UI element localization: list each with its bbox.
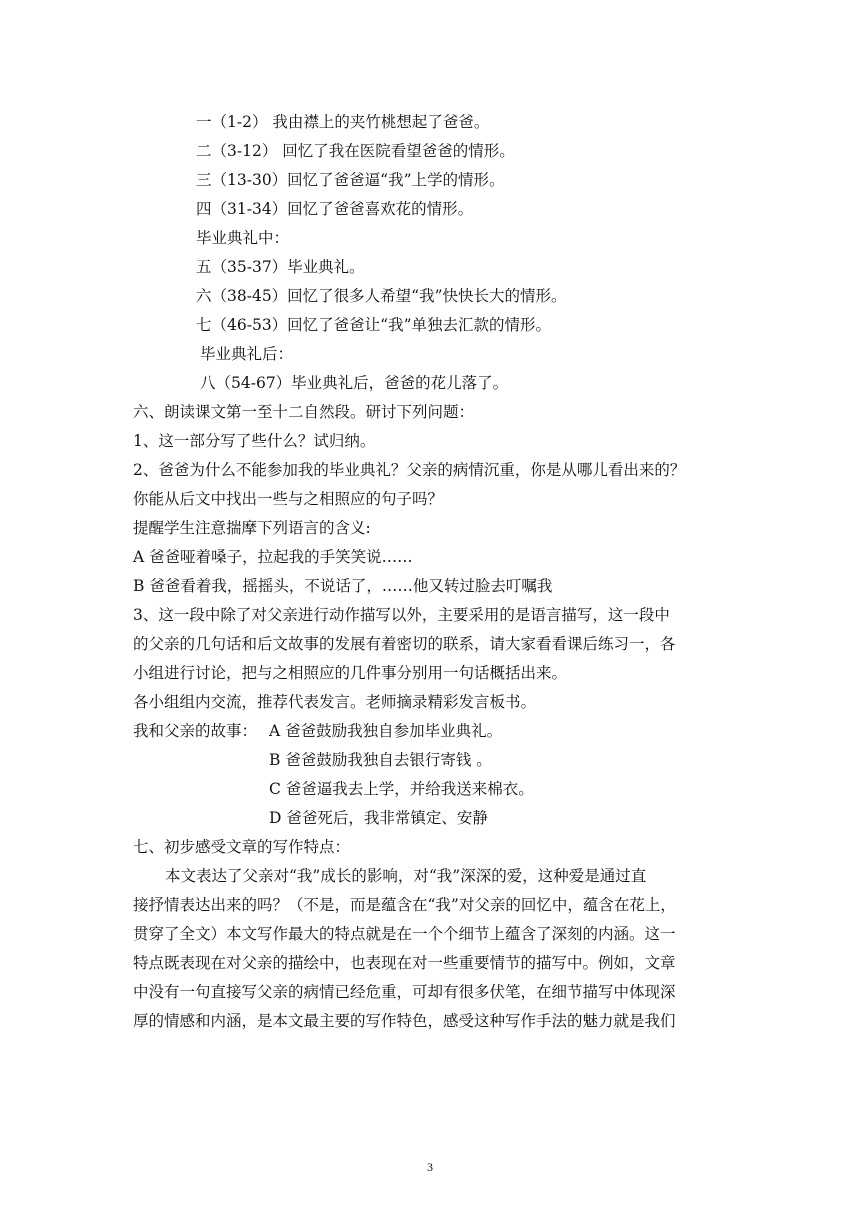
question-2-line-2: 你能从后文中找出一些与之相照应的句子吗？ xyxy=(133,490,444,508)
outline-item-3: 三（13-30）回忆了爸爸逼“我”上学的情形。 xyxy=(196,171,505,189)
outline-item-7: 七（46-53）回忆了爸爸让“我”单独去汇款的情形。 xyxy=(196,316,552,334)
question-2-line-1: 2、爸爸为什么不能参加我的毕业典礼？父亲的病情沉重，你是从哪儿看出来的？ xyxy=(133,461,686,479)
story-a: A 爸爸鼓励我独自参加毕业典礼。 xyxy=(269,722,503,740)
question-3-line-1: 3、这一段中除了对父亲进行动作描写以外，主要采用的是语言描写，这一段中 xyxy=(133,606,670,624)
story-b: B 爸爸鼓励我独自去银行寄钱 。 xyxy=(269,751,492,769)
quote-b: B 爸爸看着我，摇摇头，不说话了，……他又转过脸去叮嘱我 xyxy=(133,577,553,595)
outline-item-1: 一（1-2） 我由襟上的夹竹桃想起了爸爸。 xyxy=(196,113,490,131)
discussion-text: 各小组组内交流，推荐代表发言。老师摘录精彩发言板书。 xyxy=(133,693,537,711)
section-7-heading: 七、初步感受文章的写作特点： xyxy=(133,838,351,856)
outline-subheading-during: 毕业典礼中： xyxy=(196,229,290,247)
paragraph-line-5: 中没有一句直接写父亲的病情已经危重，可却有很多伏笔，在细节描写中体现深 xyxy=(133,983,676,1001)
paragraph-line-6: 厚的情感和内涵，是本文最主要的写作特色，感受这种写作手法的魅力就是我们 xyxy=(133,1012,676,1030)
outline-item-8: 八（54-67）毕业典礼后，爸爸的花儿落了。 xyxy=(200,374,509,392)
paragraph-line-3: 贯穿了全文）本文写作最大的特点就是在一个个细节上蕴含了深刻的内涵。这一 xyxy=(133,925,676,943)
outline-item-6: 六（38-45）回忆了很多人希望“我”快快长大的情形。 xyxy=(196,287,567,305)
paragraph-line-4: 特点既表现在对父亲的描绘中，也表现在对一些重要情节的描写中。例如，文章 xyxy=(133,954,676,972)
outline-item-5: 五（35-37）毕业典礼。 xyxy=(196,258,365,276)
outline-item-4: 四（31-34）回忆了爸爸喜欢花的情形。 xyxy=(196,200,474,218)
paragraph-line-1: 本文表达了父亲对“我”成长的影响，对“我”深深的爱，这种爱是通过直 xyxy=(165,867,647,885)
question-1: 1、这一部分写了些什么？试归纳。 xyxy=(133,432,376,450)
outline-item-2: 二（3-12） 回忆了我在医院看望爸爸的情形。 xyxy=(196,142,515,160)
story-d: D 爸爸死后，我非常镇定、安静 xyxy=(269,809,488,827)
page-number: 3 xyxy=(427,1160,433,1174)
question-3-line-2: 的父亲的几句话和后文故事的发展有着密切的联系，请大家看看课后练习一，各 xyxy=(133,635,676,653)
section-6-heading: 六、朗读课文第一至十二自然段。研讨下列问题： xyxy=(133,403,475,421)
story-c: C 爸爸逼我去上学，并给我送来棉衣。 xyxy=(269,780,534,798)
question-3-line-3: 小组进行讨论，把与之相照应的几件事分别用一句话概括出来。 xyxy=(133,664,568,682)
paragraph-line-2: 接抒情表达出来的吗？（不是，而是蕴含在“我”对父亲的回忆中，蕴含在花上， xyxy=(133,896,676,914)
stories-label: 我和父亲的故事： xyxy=(133,722,258,740)
hint-text: 提醒学生注意揣摩下列语言的含义: xyxy=(133,519,371,537)
quote-a: A 爸爸哑着嗓子，拉起我的手笑笑说…… xyxy=(133,548,413,566)
outline-subheading-after: 毕业典礼后： xyxy=(200,345,294,363)
